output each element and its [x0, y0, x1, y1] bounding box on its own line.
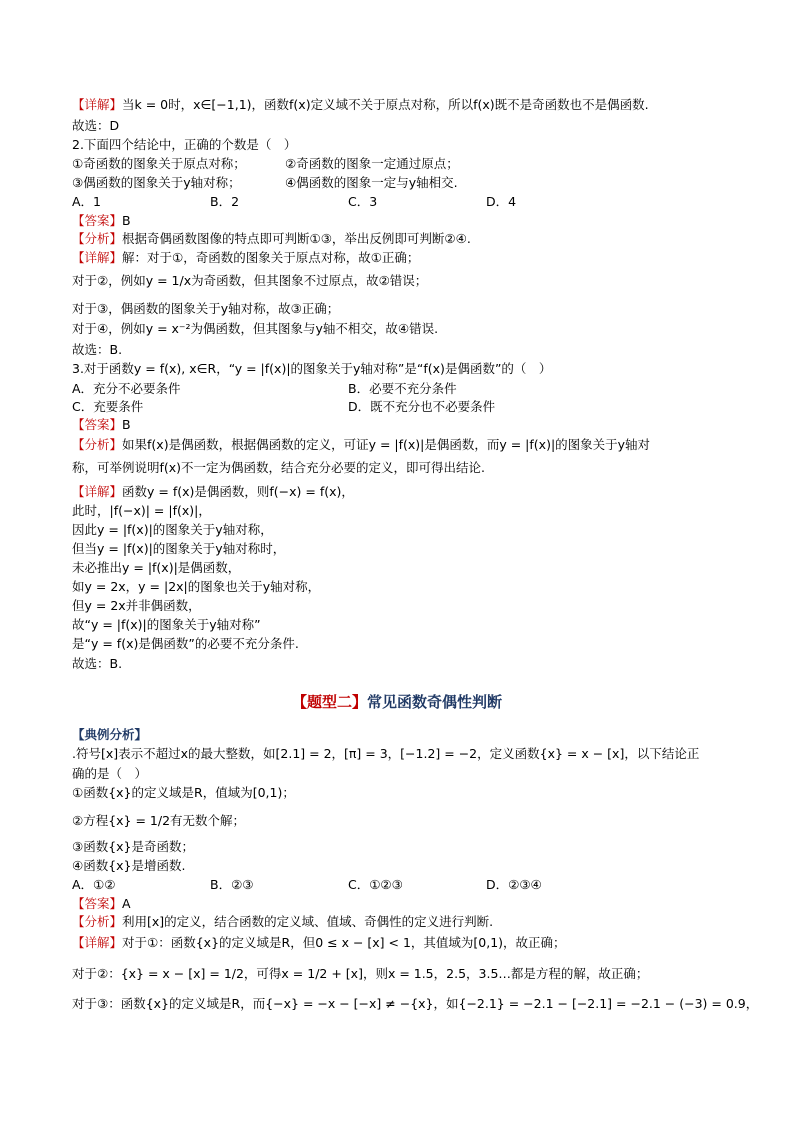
- example-tag: 【典例分析】: [72, 727, 148, 742]
- q2-choice: 故选：B.: [72, 342, 123, 357]
- q3-answer: [72, 416, 724, 434]
- detail-text: 函数y = f(x)是偶函数，则f(−x) = f(x)，: [122, 484, 354, 499]
- q2-detail-2: 对于②，例如y = 1/x为奇函数，但其图象不过原点，故②错误；: [72, 273, 428, 288]
- q3-option-d: D．既不充分也不必要条件: [348, 399, 496, 414]
- q2-statement-4: ④偶函数的图象一定与y轴相交.: [285, 175, 458, 190]
- example-detail-2: 对于②：{x} = x − [x] = 1/2，可得x = 1/2 + [x]，则x = 1.5，2.5，3.5…都是方程的解，故正确；: [72, 966, 649, 981]
- example-option-c: C．①②③: [348, 877, 403, 892]
- answer-value: A: [122, 896, 131, 911]
- q3-detail-6: 如y = 2x，y = |2x|的图象也关于y轴对称，: [72, 579, 321, 594]
- q3-detail-3: 因此y = |f(x)|的图象关于y轴对称，: [72, 522, 273, 537]
- example-stem-2: 确的是（ ）: [72, 766, 148, 781]
- q2-analysis: [72, 230, 724, 248]
- analysis-tag: 【分析】: [72, 914, 123, 929]
- q2-option-b: B．2: [210, 194, 240, 209]
- detail-text: 解：对于①，奇函数的图象关于原点对称，故①正确；: [122, 250, 420, 265]
- detail-line: [72, 96, 724, 114]
- q3-option-b: B．必要不充分条件: [348, 381, 457, 396]
- example-statement-2: ②方程{x} = 1/2有无数个解；: [72, 813, 246, 828]
- example-analysis: [72, 913, 724, 931]
- answer-tag: 【答案】: [72, 896, 123, 911]
- detail-tag: 【详解】: [72, 935, 123, 950]
- q3-option-a: A．充分不必要条件: [72, 381, 181, 396]
- answer-value: B: [122, 417, 131, 432]
- q2-detail-1: [72, 249, 724, 267]
- q3-analysis-1: [72, 436, 724, 454]
- q3-detail-8: 故“y = |f(x)|的图象关于y轴对称”: [72, 617, 261, 632]
- detail-tag: 【详解】: [72, 97, 123, 112]
- example-option-b: B．②③: [210, 877, 254, 892]
- example-answer: [72, 895, 724, 913]
- example-statement-3: ③函数{x}是奇函数；: [72, 839, 195, 854]
- q3-detail-9: 是“y = f(x)是偶函数”的必要不充分条件.: [72, 636, 299, 651]
- q3-detail-7: 但y = 2x并非偶函数，: [72, 598, 201, 613]
- section-title: 常见函数奇偶性判断: [367, 693, 503, 711]
- section-heading: [0, 691, 794, 712]
- q2-stem: 2.下面四个结论中，正确的个数是（ ）: [72, 137, 297, 152]
- q2-detail-3: 对于③，偶函数的图象关于y轴对称，故③正确；: [72, 301, 340, 316]
- q2-detail-4: 对于④，例如y = x⁻²为偶函数，但其图象与y轴不相交，故④错误.: [72, 321, 439, 336]
- q2-statement-3: ③偶函数的图象关于y轴对称；: [72, 175, 241, 190]
- analysis-text: 如果f(x)是偶函数，根据偶函数的定义，可证y = |f(x)|是偶函数，而y = |f(x)|的图象关于y轴对: [122, 437, 651, 452]
- example-statement-1: ①函数{x}的定义域是R，值域为[0,1)；: [72, 785, 295, 800]
- analysis-text: 利用[x]的定义，结合函数的定义域、值域、奇偶性的定义进行判断.: [122, 914, 494, 929]
- choice-line: 故选：D: [72, 118, 120, 133]
- q2-statement-1: ①奇函数的图象关于原点对称；: [72, 156, 246, 171]
- q2-answer: [72, 212, 724, 230]
- section-bracket: 【题型二】: [291, 693, 367, 711]
- q2-option-d: D．4: [486, 194, 517, 209]
- detail-tag: 【详解】: [72, 250, 123, 265]
- q3-analysis-2: 称，可举例说明f(x)不一定为偶函数，结合充分必要的定义，即可得出结论.: [72, 460, 486, 475]
- q2-option-a: A．1: [72, 194, 102, 209]
- example-detail-3: 对于③：函数{x}的定义域是R，而{−x} = −x − [−x] ≠ −{x}，如{−2.1} = −2.1 − [−2.1] = −2.1 − (−3) = 0.9，: [72, 996, 759, 1011]
- q2-option-c: C．3: [348, 194, 378, 209]
- analysis-text: 根据奇偶函数图像的特点即可判断①③，举出反例即可判断②④.: [122, 231, 471, 246]
- detail-text: 对于①：函数{x}的定义域是R，但0 ≤ x − [x] < 1，其值域为[0,1)，故正确；: [122, 935, 566, 950]
- example-statement-4: ④函数{x}是增函数.: [72, 858, 186, 873]
- detail-tag: 【详解】: [72, 484, 123, 499]
- q3-stem: 3.对于函数y = f(x), x∈R，“y = |f(x)|的图象关于y轴对称”是“f(x)是偶函数”的（ ）: [72, 361, 552, 376]
- analysis-tag: 【分析】: [72, 437, 123, 452]
- example-option-a: A．①②: [72, 877, 116, 892]
- example-stem-1: .符号[x]表示不超过x的最大整数，如[2.1] = 2，[π] = 3，[−1.2] = −2，定义函数{x} = x − [x]，以下结论正: [72, 746, 700, 761]
- example-detail-1: [72, 934, 724, 952]
- example-option-d: D．②③④: [486, 877, 542, 892]
- detail-text: 当k = 0时，x∈[−1,1)，函数f(x)定义域不关于原点对称，所以f(x)既不是奇函数也不是偶函数.: [122, 97, 649, 112]
- q3-option-c: C．充要条件: [72, 399, 144, 414]
- answer-value: B: [122, 213, 131, 228]
- q3-detail-4: 但当y = |f(x)|的图象关于y轴对称时，: [72, 541, 286, 556]
- answer-tag: 【答案】: [72, 417, 123, 432]
- q3-choice: 故选：B.: [72, 656, 123, 671]
- q3-detail-1: [72, 483, 724, 501]
- q3-detail-5: 未必推出y = |f(x)|是偶函数，: [72, 560, 241, 575]
- q2-statement-2: ②奇函数的图象一定通过原点；: [285, 156, 459, 171]
- answer-tag: 【答案】: [72, 213, 123, 228]
- analysis-tag: 【分析】: [72, 231, 123, 246]
- q3-detail-2: 此时，|f(−x)| = |f(x)|，: [72, 503, 211, 518]
